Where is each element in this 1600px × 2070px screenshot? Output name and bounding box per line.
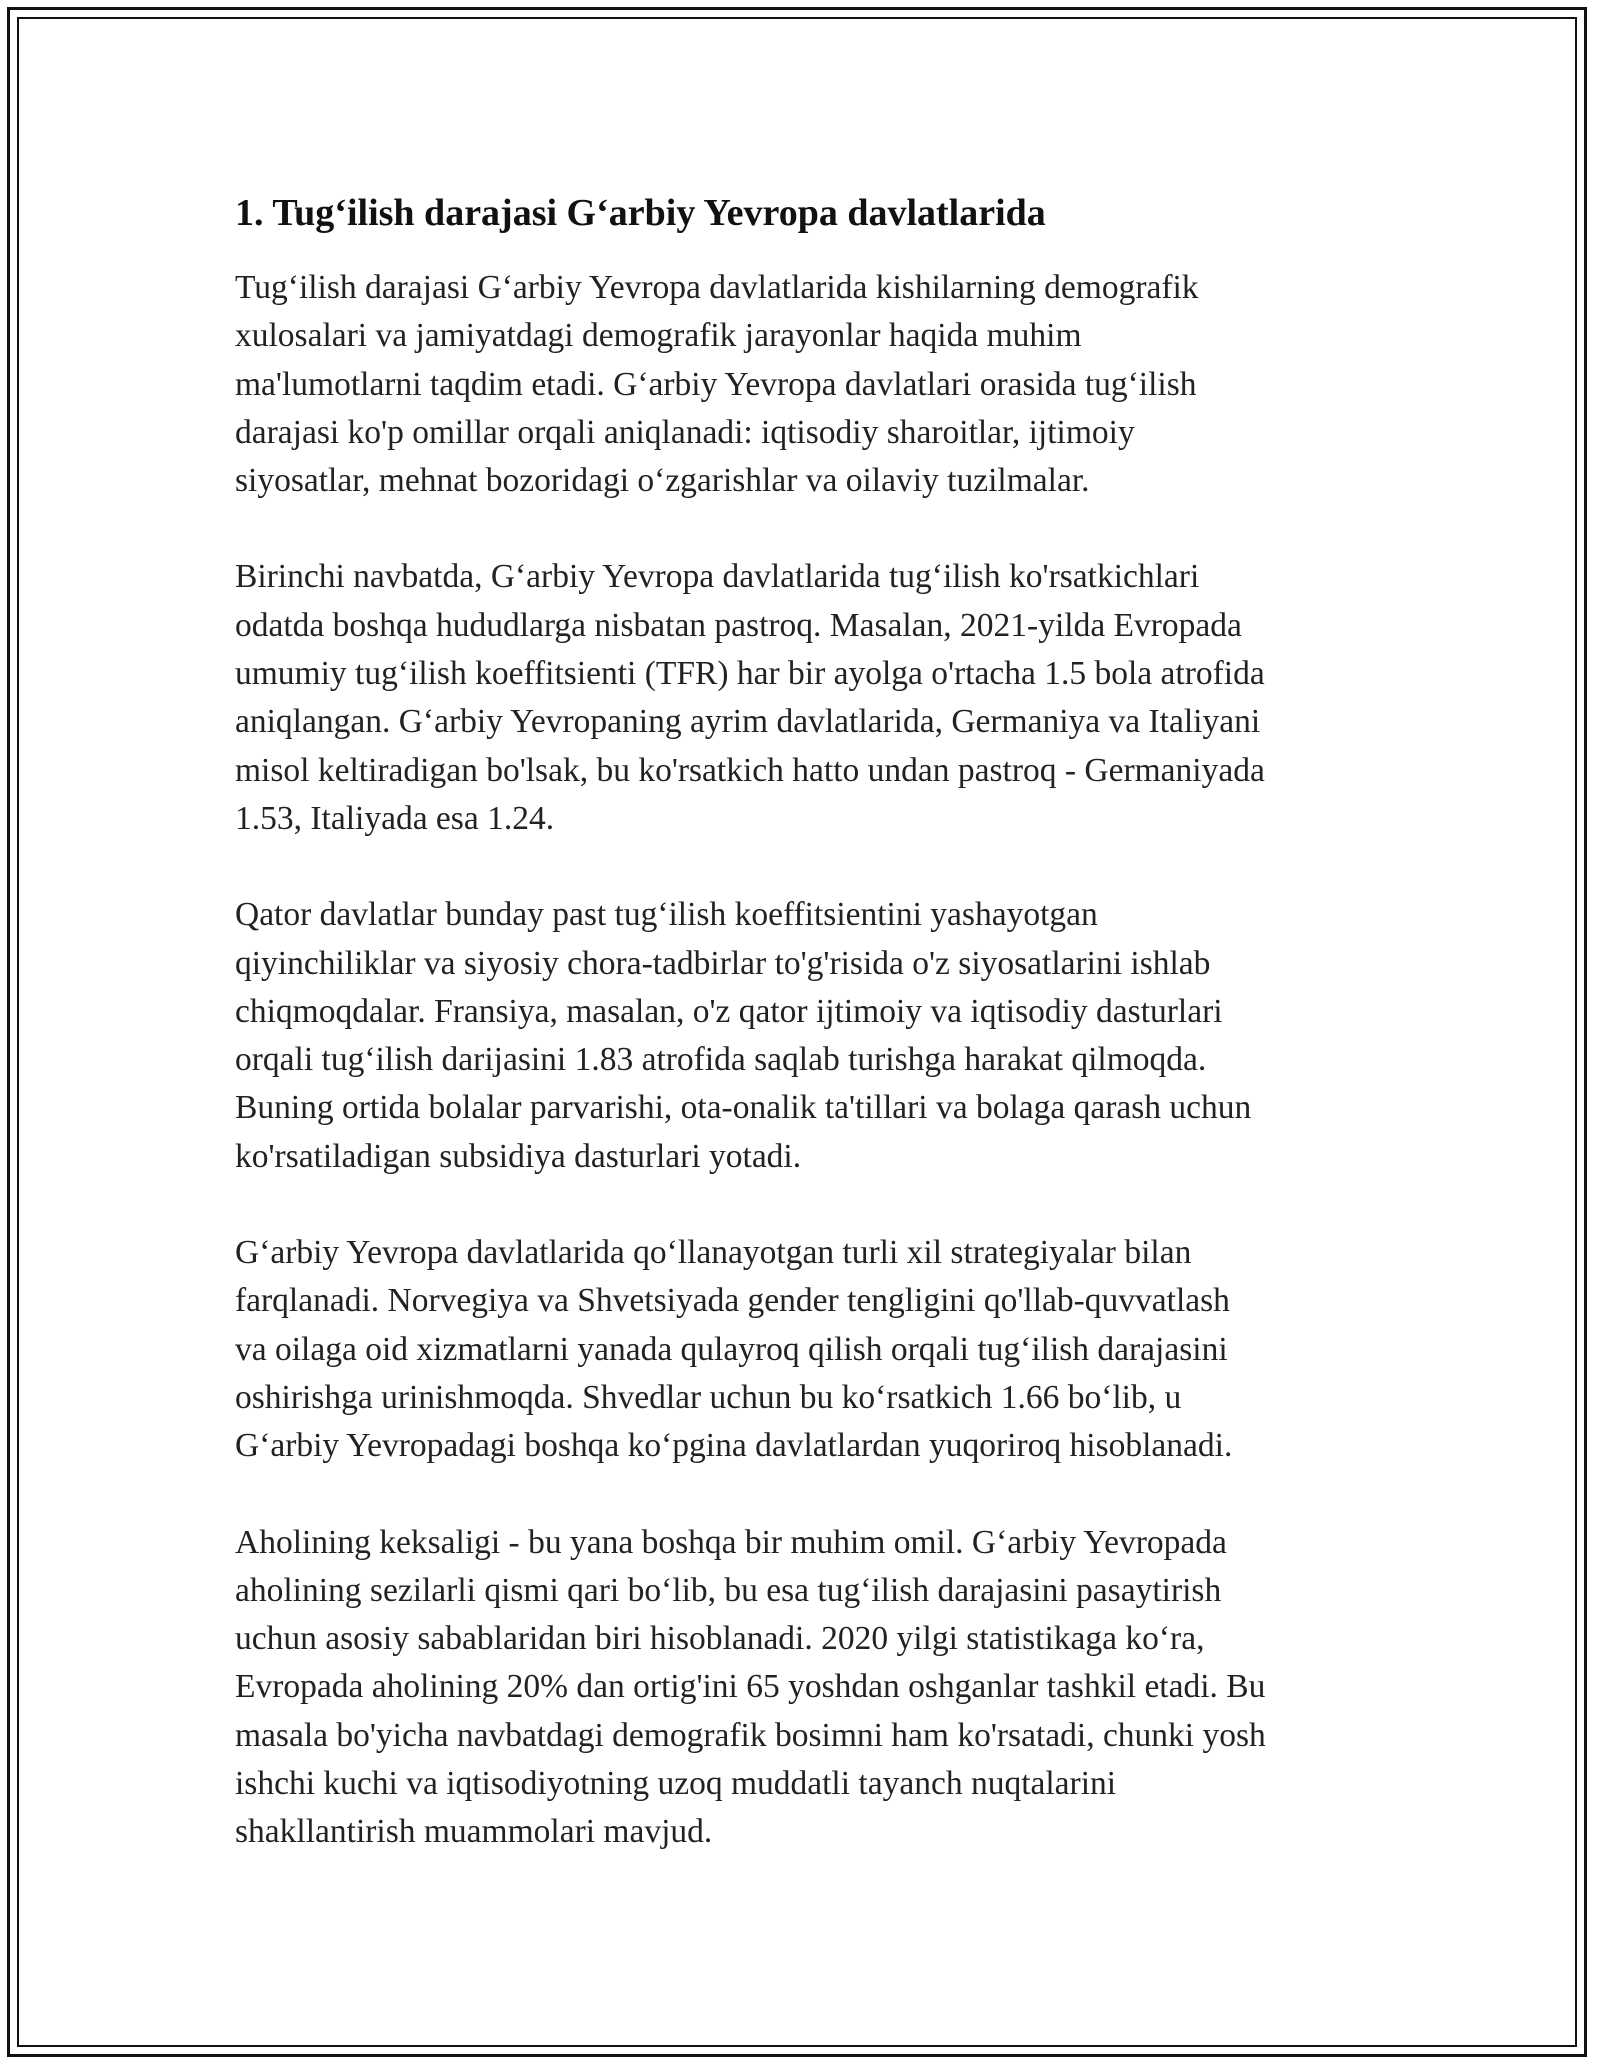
paragraph-line: masala bo'yicha navbatdagi demografik bosimni ham ko'rsatadi, chunki yosh bbox=[235, 1716, 1266, 1754]
paragraph-line: va oilaga oid xizmatlarni yanada qulayroq qilish orqali tug‘ilish darajasini bbox=[235, 1330, 1228, 1368]
paragraph-3 bbox=[235, 891, 1385, 1181]
paragraph-line: orqali tug‘ilish darijasini 1.83 atrofida saqlab turishga harakat qilmoqda. bbox=[235, 1041, 1207, 1079]
paragraph-line: 1.53, Italiyada esa 1.24. bbox=[235, 799, 555, 837]
paragraph-line: darajasi ko'p omillar orqali aniqlanadi: iqtisodiy sharoitlar, ijtimoiy bbox=[235, 413, 1135, 451]
paragraph-line: Buning ortida bolalar parvarishi, ota-onalik ta'tillari va bolaga qarash uchun bbox=[235, 1089, 1252, 1127]
paragraph-list bbox=[235, 264, 1385, 1857]
paragraph-1 bbox=[235, 264, 1385, 505]
paragraph-line: odatda boshqa hududlarga nisbatan pastroq. Masalan, 2021-yilda Evropada bbox=[235, 606, 1242, 644]
paragraph-line: aholining sezilarli qismi qari bo‘lib, bu esa tug‘ilish darajasini pasaytirish bbox=[235, 1571, 1222, 1609]
section-title: 1. Tug‘ilish darajasi G‘arbiy Yevropa davlatlarida bbox=[235, 192, 1046, 234]
paragraph-4 bbox=[235, 1229, 1385, 1470]
paragraph-line: misol keltiradigan bo'lsak, bu ko'rsatkich hatto undan pastroq - Germaniyada bbox=[235, 751, 1265, 789]
paragraph-line: oshirishga urinishmoqda. Shvedlar uchun bu ko‘rsatkich 1.66 bo‘lib, u bbox=[235, 1378, 1182, 1416]
paragraph-line: shakllantirish muammolari mavjud. bbox=[235, 1813, 713, 1851]
paragraph-2 bbox=[235, 553, 1385, 843]
paragraph-line: chiqmoqdalar. Fransiya, masalan, o'z qator ijtimoiy va iqtisodiy dasturlari bbox=[235, 992, 1223, 1030]
paragraph-line: umumiy tug‘ilish koeffitsienti (TFR) har bir ayolga o'rtacha 1.5 bola atrofida bbox=[235, 655, 1265, 693]
paragraph-5 bbox=[235, 1519, 1385, 1857]
paragraph-line: Birinchi navbatda, G‘arbiy Yevropa davlatlarida tug‘ilish ko'rsatkichlari bbox=[235, 558, 1200, 596]
paragraph-line: Aholining keksaligi - bu yana boshqa bir muhim omil. G‘arbiy Yevropada bbox=[235, 1523, 1227, 1561]
paragraph-line: siyosatlar, mehnat bozoridagi o‘zgarishlar va oilaviy tuzilmalar. bbox=[235, 462, 1090, 500]
document-body bbox=[235, 188, 1385, 1905]
paragraph-line: xulosalari va jamiyatdagi demografik jarayonlar haqida muhim bbox=[235, 317, 1082, 355]
paragraph-line: uchun asosiy sabablaridan biri hisoblanadi. 2020 yilgi statistikaga ko‘ra, bbox=[235, 1620, 1205, 1658]
paragraph-line: G‘arbiy Yevropa davlatlarida qo‘llanayotgan turli xil strategiyalar bilan bbox=[235, 1234, 1192, 1272]
paragraph-line: aniqlangan. G‘arbiy Yevropaning ayrim davlatlarida, Germaniya va Italiyani bbox=[235, 703, 1261, 741]
paragraph-line: G‘arbiy Yevropadagi boshqa ko‘pgina davlatlardan yuqoriroq hisoblanadi. bbox=[235, 1427, 1233, 1465]
paragraph-line: ishchi kuchi va iqtisodiyotning uzoq muddatli tayanch nuqtalarini bbox=[235, 1765, 1117, 1803]
paragraph-line: Qator davlatlar bunday past tug‘ilish koeffitsientini yashayotgan bbox=[235, 896, 1098, 934]
paragraph-line: Evropada aholining 20% dan ortig'ini 65 yoshdan oshganlar tashkil etadi. Bu bbox=[235, 1668, 1266, 1706]
paragraph-line: farqlanadi. Norvegiya va Shvetsiyada gender tengligini qo'llab-quvvatlash bbox=[235, 1282, 1230, 1320]
paragraph-line: ko'rsatiladigan subsidiya dasturlari yotadi. bbox=[235, 1137, 802, 1175]
paragraph-line: Tug‘ilish darajasi G‘arbiy Yevropa davlatlarida kishilarning demografik bbox=[235, 269, 1199, 306]
paragraph-line: ma'lumotlarni taqdim etadi. G‘arbiy Yevropa davlatlari orasida tug‘ilish bbox=[235, 365, 1197, 403]
paragraph-line: qiyinchiliklar va siyosiy chora-tadbirlar to'g'risida o'z siyosatlarini ishlab bbox=[235, 944, 1211, 982]
